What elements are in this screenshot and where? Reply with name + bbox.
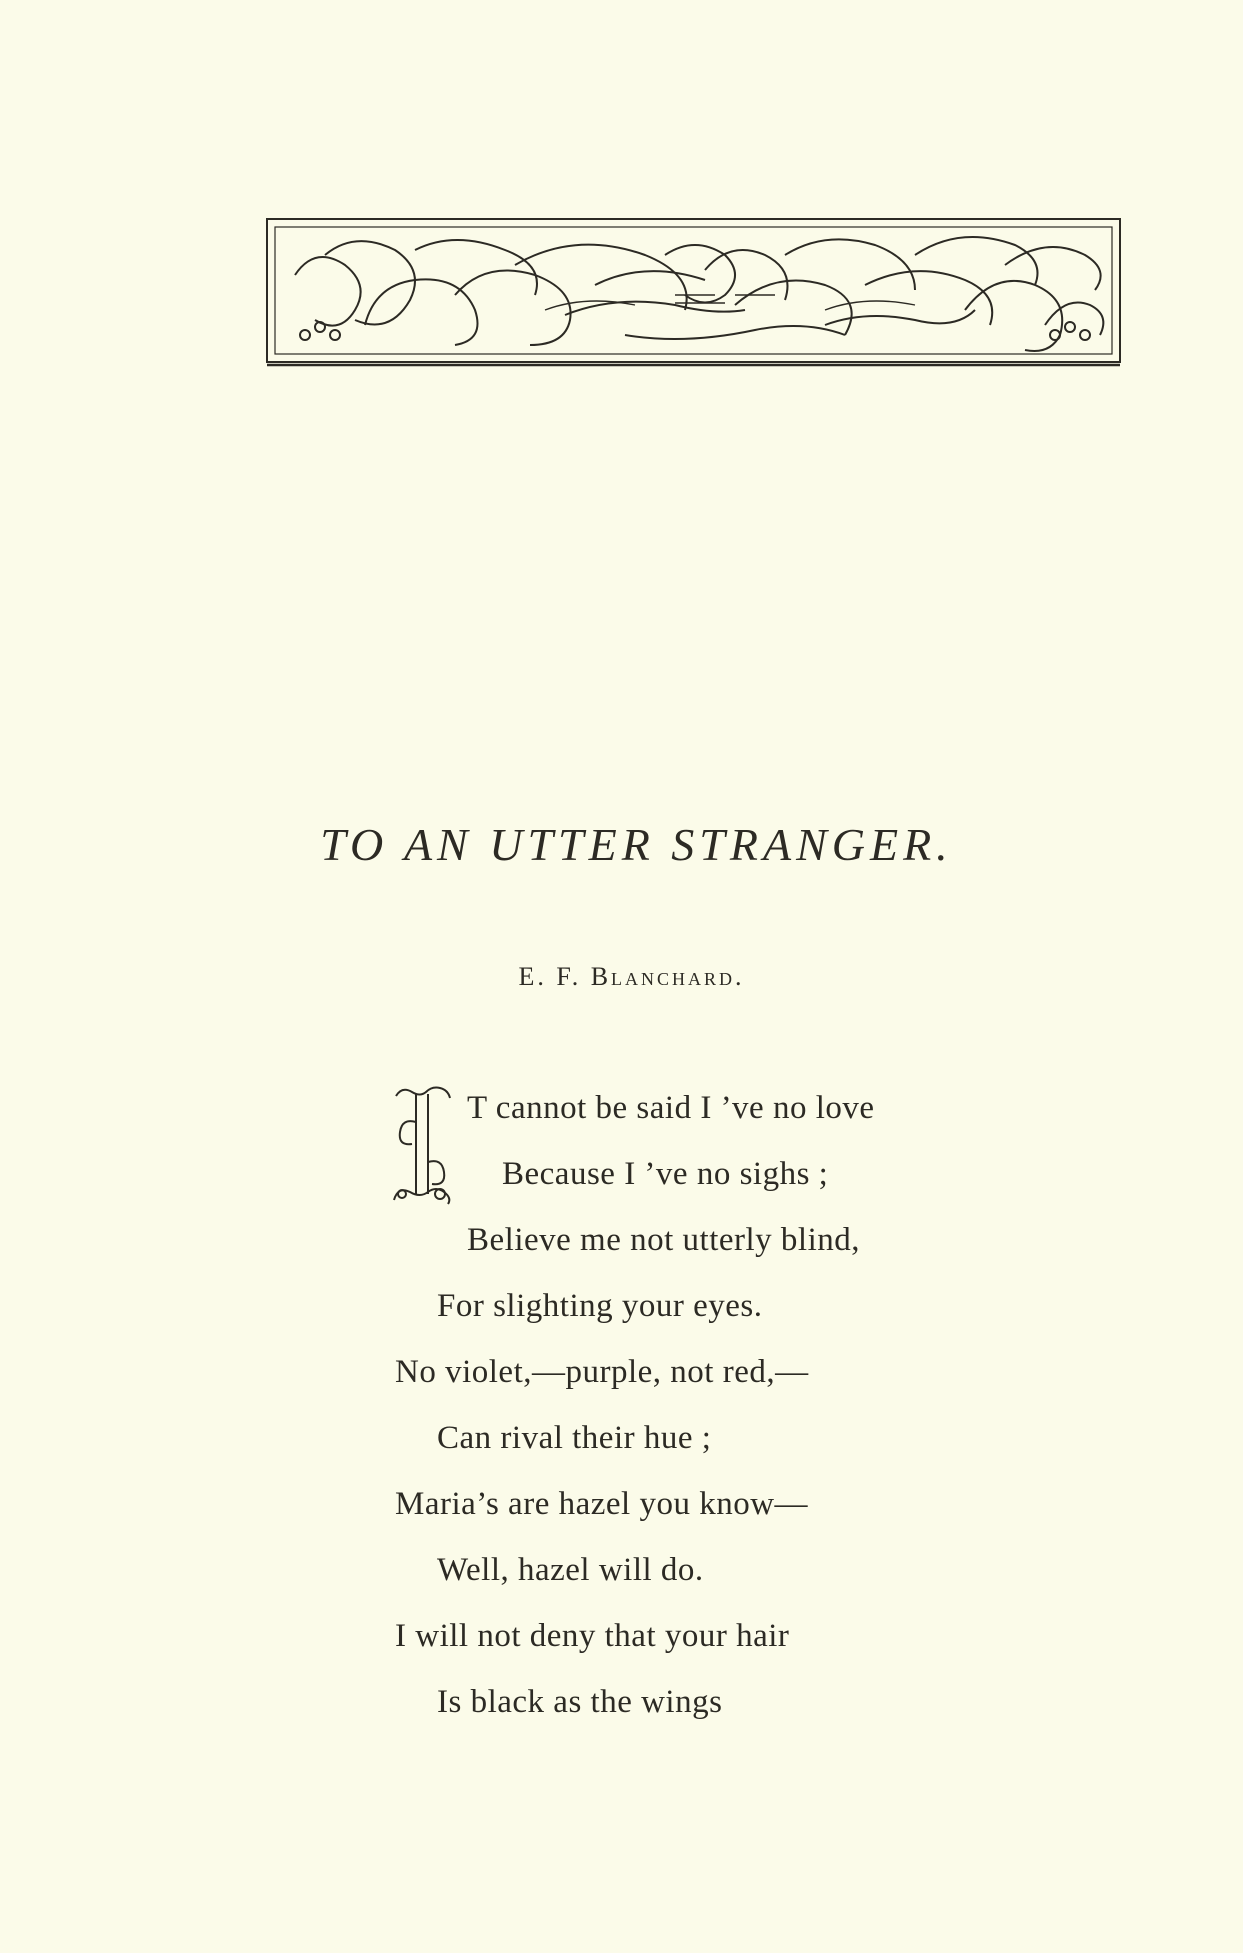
poem-line: Maria’s are hazel you know— <box>395 1486 809 1522</box>
poem-line: Is black as the wings <box>437 1684 723 1720</box>
poem-line: I will not deny that your hair <box>395 1618 790 1654</box>
poem-line: Believe me not utterly blind, <box>467 1222 861 1258</box>
poem-line: For slighting your eyes. <box>437 1288 763 1324</box>
poem-line: Well, hazel will do. <box>437 1552 704 1588</box>
poem-title: TO AN UTTER STRANGER. <box>320 819 953 870</box>
poem-line: No violet,—purple, not red,— <box>395 1354 809 1390</box>
poem-line: T cannot be said I ’ve no love <box>467 1090 875 1126</box>
poem-line: Can rival their hue ; <box>437 1420 712 1456</box>
poem-author: E. F. Blanchard. <box>518 962 745 991</box>
poem-line: Because I ’ve no sighs ; <box>502 1156 829 1192</box>
